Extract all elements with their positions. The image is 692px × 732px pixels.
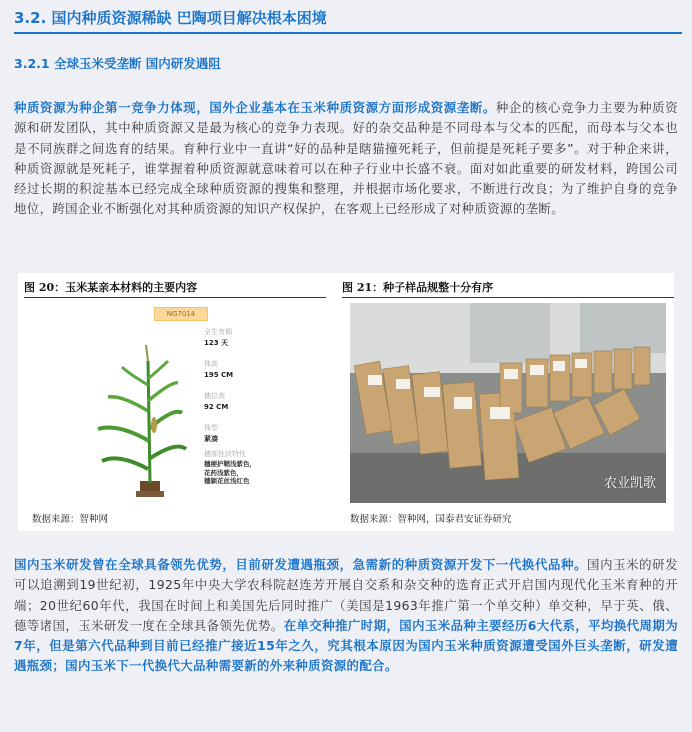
corn-plant-illustration (78, 341, 188, 501)
info-value-ear-height: 92 CM (204, 403, 229, 411)
paragraph-2-highlight-1: 国内玉米研发曾在全球具备领先优势，目前研发遭遇瓶颈，急需新的种质资源开发下一代换代品种。 (14, 557, 588, 572)
figure-21-source: 数据来源：智种网，国泰君安证券研究 (350, 514, 512, 525)
paragraph-2 (14, 555, 678, 677)
plant-info-list (204, 327, 314, 486)
info-label-ear-height: 穗位高 (204, 392, 225, 400)
seed-samples-photo (350, 303, 666, 503)
watermark: 农业凯歌 (603, 476, 656, 491)
info-trait-3: 穗颖花丝浅红色 (204, 477, 250, 485)
paragraph-1-text: 种企的核心竞争力主要为种质资源和研发团队，其中种质资源又是最为核心的竞争力表现。好的杂交品种是不同母本与父本的匹配，而母本与父本也是不同族群之间选育的结果。育种行业中一直讲“好的品种是瞎猫撞死耗子，但前提是死耗子要多”。对于种企来讲，种质资源就是死耗子，谁掌握着种质资源就意味着可以在种子行业中长盛不衰。面对如此重要的研发材料，跨国公司经过长期的积淀基本已经完成全球种质资源的搜集和整理，并根据市场化要求，不断进行改良；为了维护自身的竞争地位，跨国企业不断强化对其种质资源的知识产权保护，在客观上已经形成了对种质资源的垄断。 (14, 100, 678, 217)
section-title: 3.2. 国内种质资源稀缺 巴陶项目解决根本困境 (14, 6, 682, 32)
figure-21 (336, 273, 674, 531)
plant-code-tag: NG7014 (154, 307, 208, 321)
figure-21-title: 图 21：种子样品规整十分有序 (342, 279, 674, 298)
info-value-type: 紧凑 (204, 435, 218, 443)
paragraph-2-highlight-2: 在单交种推广时期，国内玉米品种主要经历6大代系，平均换代周期为7年，但是第六代品种到目前已经推广接近15年之久，究其根本原因为国内玉米种质资源遭受国外巨头垄断，研发遭遇瓶颈；国内玉米下一代换代大品种需要新的外来种质资源的配合。 (14, 617, 678, 674)
subsection-title: 3.2.1 全球玉米受垄断 国内研发遇阻 (14, 56, 221, 71)
info-value-height: 195 CM (204, 371, 234, 379)
plant-info-card (28, 301, 318, 501)
info-label-growth: 全生育期 (204, 328, 232, 336)
figure-20 (18, 273, 326, 531)
figure-20-title: 图 20：玉米某亲本材料的主要内容 (24, 279, 326, 298)
paragraph-1 (14, 98, 678, 220)
info-trait-2: 花药浅紫色， (204, 468, 243, 477)
info-label-trait: 穗部性状特性 (204, 450, 246, 458)
info-value-growth: 123 天 (204, 339, 229, 347)
info-label-type: 株型 (204, 424, 218, 432)
paragraph-2-text: 国内玉米的研发可以追溯到19世纪初，1925年中央大学农科院赵连芳开展自交系和杂交种的选育正式开启国内现代化玉米育种的开端；20世纪60年代，我国在时间上和美国先后同时推广（美国是1963年推广第一个单交种）单交种，早于英、俄、德等诸国，玉米研发一度在全球具备领先优势。 (14, 557, 678, 633)
figures-panel (18, 273, 674, 531)
paragraph-1-highlight: 种质资源为种企第一竞争力体现，国外企业基本在玉米种质资源方面形成资源垄断。 (14, 100, 496, 115)
info-label-height: 株高 (204, 360, 218, 368)
info-trait-1: 穗梗护鞘浅紫色， (204, 460, 256, 468)
figure-20-source: 数据来源：智种网 (32, 514, 109, 525)
